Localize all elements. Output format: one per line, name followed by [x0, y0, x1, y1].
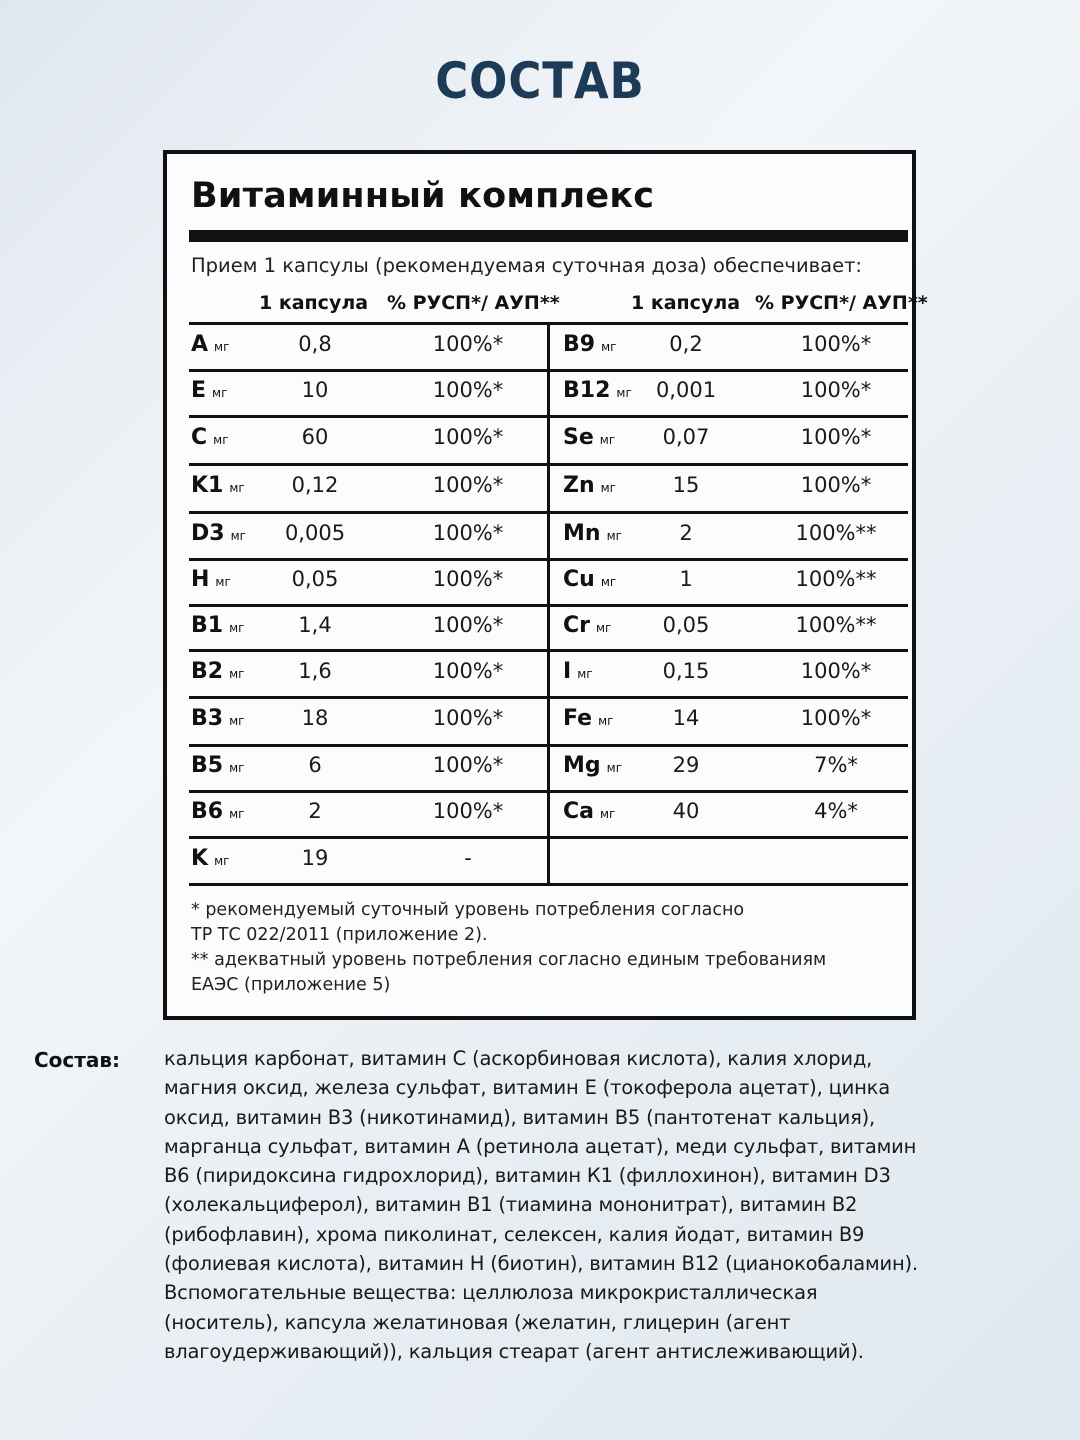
nutrient-symbol: E [191, 378, 207, 403]
right-percent: 100%* [800, 473, 872, 497]
right-percent: 100%** [795, 520, 877, 545]
intake-note: Прием 1 капсулы (рекомендуемая суточная доза) обеспечивает: [191, 254, 862, 277]
left-amount: 0,005 [284, 520, 346, 545]
left-percent: - [464, 845, 472, 870]
right-amount: 0,07 [662, 425, 710, 449]
row-divider [189, 696, 908, 699]
nutrient-symbol: B12 [563, 378, 611, 403]
unit-label: мг [601, 339, 617, 354]
nutrition-panel [163, 150, 928, 1020]
composition-line: оксид, витамин В3 (никотинамид), витамин В5 (пантотенат кальция), [164, 1105, 876, 1129]
left-percent: 100%* [432, 331, 504, 356]
unit-label: мг [229, 481, 245, 495]
unit-label: мг [229, 666, 245, 681]
right-amount: 0,15 [662, 658, 710, 683]
row-divider [189, 511, 908, 514]
right-nutrient-name [563, 473, 616, 498]
right-amount: 15 [672, 473, 700, 497]
unit-label: мг [214, 339, 230, 354]
row-divider [189, 463, 908, 466]
nutrient-symbol: B6 [191, 799, 224, 824]
composition-line: В6 (пиридоксина гидрохлорид), витамин К1 (филлохинон), витамин D3 [164, 1164, 891, 1188]
row-divider [189, 790, 908, 793]
composition-line: (носитель), капсула желатиновая (желатин, глицерин (агент [164, 1310, 791, 1334]
nutrient-symbol: K [191, 845, 209, 871]
nutrient-symbol: C [191, 425, 208, 450]
nutrient-symbol: B3 [191, 706, 224, 731]
unit-label: мг [229, 761, 245, 775]
left-percent: 100%* [432, 753, 504, 777]
left-percent: 100%* [432, 612, 504, 637]
unit-label: мг [229, 714, 245, 728]
unit-label: мг [600, 575, 617, 589]
left-percent: 100%* [432, 706, 504, 730]
unit-label: мг [606, 528, 622, 543]
left-amount: 0,12 [291, 473, 339, 497]
right-nutrient-name [563, 332, 616, 357]
left-amount: 60 [301, 425, 329, 449]
panel-heading: Витаминный комплекс [191, 176, 655, 216]
right-percent: 100%** [795, 567, 877, 591]
right-amount: 1 [679, 567, 693, 591]
footnote-line: ТР ТС 022/2011 (приложение 2). [191, 925, 488, 945]
left-amount: 1,4 [298, 612, 332, 637]
nutrient-symbol: B9 [563, 331, 596, 357]
right-nutrient-name [563, 706, 613, 731]
left-nutrient-name [191, 799, 244, 824]
left-nutrient-name [191, 753, 244, 778]
right-nutrient-name [563, 659, 593, 684]
unit-label: мг [229, 620, 245, 635]
unit-label: мг [215, 575, 231, 589]
right-amount: 2 [679, 520, 693, 545]
left-amount: 1,6 [298, 658, 332, 683]
unit-label: мг [616, 386, 632, 400]
row-divider [189, 558, 908, 561]
unit-label: мг [600, 807, 616, 821]
right-percent: 4%* [814, 799, 858, 823]
page-title: СОСТАВ [435, 52, 645, 110]
right-amount: 0,001 [655, 378, 717, 402]
footnote-line: * рекомендуемый суточный уровень потребления согласно [191, 900, 745, 920]
left-nutrient-name [191, 473, 245, 498]
right-percent: 100%** [795, 612, 877, 637]
footnotes [191, 898, 901, 998]
right-percent: 7%* [814, 753, 858, 777]
nutrient-symbol: H [191, 567, 210, 592]
left-amount: 10 [301, 378, 329, 402]
composition-text [164, 1044, 964, 1366]
right-nutrient-name [563, 799, 615, 824]
left-amount: 0,05 [291, 567, 339, 591]
nutrient-symbol: D3 [191, 520, 225, 546]
col-header-capsule-left: 1 капсула [259, 292, 369, 314]
row-divider [189, 744, 908, 747]
nutrient-symbol: K1 [191, 473, 224, 498]
right-nutrient-name [563, 425, 615, 450]
left-nutrient-name [191, 567, 231, 592]
heading-rule [189, 230, 908, 242]
nutrient-symbol: Zn [563, 473, 595, 498]
right-nutrient-name [563, 567, 616, 592]
left-nutrient-name [191, 521, 246, 546]
nutrient-symbol: Cr [563, 612, 590, 638]
left-amount: 18 [301, 706, 329, 730]
row-divider [189, 883, 908, 886]
left-amount: 6 [308, 753, 322, 777]
composition-line: (холекальциферол), витамин В1 (тиамина мононитрат), витамин В2 [164, 1193, 858, 1217]
nutrient-symbol: Ca [563, 799, 594, 824]
unit-label: мг [212, 386, 228, 400]
left-amount: 19 [301, 845, 329, 870]
row-divider [189, 369, 908, 372]
right-amount: 14 [672, 706, 700, 730]
right-percent: 100%* [800, 425, 872, 449]
left-percent: 100%* [432, 473, 504, 497]
row-divider [189, 649, 908, 652]
nutrient-symbol: B1 [191, 612, 224, 638]
composition-line: кальция карбонат, витамин С (аскорбиновая кислота), калия хлорид, [164, 1047, 873, 1070]
composition-line: магния оксид, железа сульфат, витамин Е (токоферола ацетат), цинка [164, 1076, 891, 1100]
composition-line: Вспомогательные вещества: целлюлоза микрокристаллическая [164, 1281, 818, 1305]
unit-label: мг [599, 433, 616, 447]
right-nutrient-name [563, 521, 622, 546]
footnote-line: ЕАЭС (приложение 5) [191, 975, 391, 995]
nutrient-symbol: A [191, 331, 209, 357]
left-amount: 0,8 [298, 331, 332, 356]
col-header-capsule-right: 1 капсула [631, 292, 741, 314]
left-percent: 100%* [432, 425, 504, 449]
left-percent: 100%* [432, 378, 504, 402]
right-amount: 0,05 [662, 612, 710, 637]
left-nutrient-name [191, 332, 229, 357]
unit-label: мг [577, 666, 593, 681]
nutrient-symbol: I [563, 658, 572, 684]
footnote-line: ** адекватный уровень потребления согласно единым требованиям [191, 950, 827, 970]
left-percent: 100%* [432, 658, 504, 683]
nutrient-symbol: B2 [191, 658, 224, 684]
unit-label: мг [596, 620, 612, 635]
nutrient-symbol: B5 [191, 753, 224, 778]
right-percent: 100%* [800, 331, 872, 356]
right-amount: 0,2 [669, 331, 703, 356]
right-percent: 100%* [800, 658, 872, 683]
unit-label: мг [214, 853, 230, 868]
nutrient-symbol: Fe [563, 706, 593, 731]
right-amount: 29 [672, 753, 700, 777]
left-nutrient-name [191, 613, 244, 638]
left-nutrient-name [191, 846, 229, 871]
nutrient-symbol: Mg [563, 753, 601, 778]
col-header-percent-right: % РУСП*/ АУП** [755, 292, 928, 314]
unit-label: мг [606, 761, 622, 775]
composition-line: (рибофлавин), хрома пиколинат, селексен, калия йодат, витамин В9 [164, 1222, 865, 1246]
left-nutrient-name [191, 706, 244, 731]
row-divider [189, 415, 908, 418]
left-nutrient-name [191, 378, 227, 403]
left-percent: 100%* [432, 520, 504, 545]
nutrient-symbol: Cu [563, 567, 595, 592]
nutrient-symbol: Mn [563, 520, 601, 546]
row-divider [189, 836, 908, 839]
right-nutrient-name [563, 378, 632, 403]
unit-label: мг [229, 807, 245, 821]
composition-line: влагоудерживающий)), кальция стеарат (агент антислеживающий). [164, 1339, 864, 1363]
right-nutrient-name [563, 753, 622, 778]
right-amount: 40 [672, 799, 700, 823]
left-amount: 2 [308, 799, 322, 823]
right-percent: 100%* [800, 378, 872, 402]
col-header-percent-left: % РУСП*/ АУП** [387, 292, 560, 314]
unit-label: мг [230, 528, 246, 543]
row-divider [189, 322, 908, 325]
composition-line: (фолиевая кислота), витамин Н (биотин), витамин В12 (цианокобаламин). [164, 1252, 918, 1276]
unit-label: мг [213, 433, 229, 447]
nutrient-symbol: Se [563, 425, 594, 450]
left-percent: 100%* [432, 799, 504, 823]
right-percent: 100%* [800, 706, 872, 730]
left-percent: 100%* [432, 567, 504, 591]
left-nutrient-name [191, 659, 244, 684]
unit-label: мг [600, 481, 616, 495]
composition-label: Состав: [34, 1048, 121, 1072]
unit-label: мг [598, 714, 614, 728]
left-nutrient-name [191, 425, 229, 450]
right-nutrient-name [563, 613, 611, 638]
row-divider [189, 604, 908, 607]
composition-line: марганца сульфат, витамин А (ретинола ацетат), меди сульфат, витамин [164, 1134, 917, 1158]
